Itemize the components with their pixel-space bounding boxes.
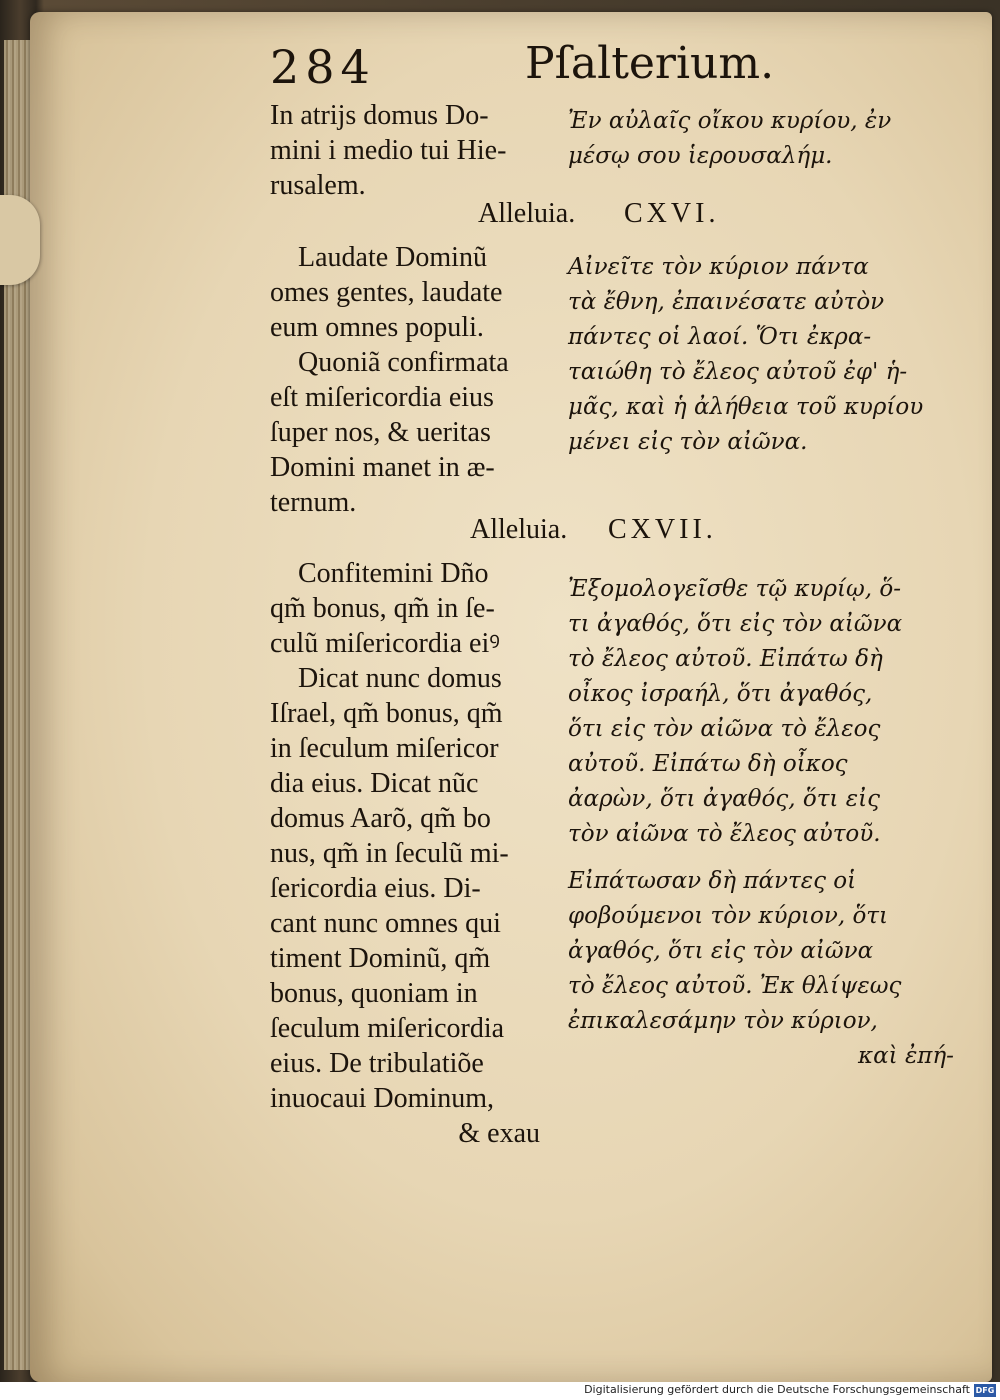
greek-line: τι ἀγαθός, ὅτι εἰς τὸν αἰῶνα	[568, 611, 903, 637]
latin-line: qm̃ bonus, qm̃ in ſe-	[270, 593, 495, 624]
latin-line: eius. De tribulatiõe	[270, 1048, 484, 1079]
greek-column-block1	[568, 104, 891, 174]
greek-line: μᾶς, καὶ ἡ ἀλήθεια τοῦ κυρίου	[568, 394, 924, 420]
greek-line: ἀγαθός, ὅτι εἰς τὸν αἰῶνα	[568, 938, 874, 964]
latin-column-block1	[270, 98, 506, 203]
latin-line: In atrijs domus Do-	[270, 100, 489, 131]
latin-catchword: & exau	[458, 1118, 540, 1149]
latin-line: ſeculum miſericordia	[270, 1013, 505, 1044]
greek-line: Εἰπάτωσαν δὴ πάντες οἱ	[568, 868, 857, 894]
latin-line: rusalem.	[270, 170, 366, 201]
greek-line: ταιώθη τὸ ἔλεος αὐτοῦ ἐφ' ἡ-	[568, 359, 908, 385]
greek-line: αὐτοῦ. Εἰπάτω δὴ οἶκος	[568, 751, 848, 777]
latin-line: timent Dominũ, qm̃	[270, 943, 491, 974]
psalm-heading-alleluia: Alleluia.	[470, 514, 568, 545]
latin-line: Iſrael, qm̃ bonus, qm̃	[270, 698, 503, 729]
latin-line: nus, qm̃ in ſeculũ mi-	[270, 838, 509, 869]
funding-credit: Digitalisierung gefördert durch die Deutsche Forschungsgemeinschaft	[584, 1383, 970, 1396]
page-number: 284	[270, 40, 376, 94]
greek-line: μένει εἰς τὸν αἰῶνα.	[568, 429, 808, 455]
latin-line: ſuper nos, & ueritas	[270, 417, 491, 448]
greek-column-block3	[568, 572, 954, 1074]
latin-line: eum omnes populi.	[270, 312, 484, 343]
latin-line: omes gentes, laudate	[270, 277, 503, 308]
latin-line: bonus, quoniam in	[270, 978, 478, 1009]
psalm-heading-alleluia: Alleluia.	[478, 198, 576, 229]
latin-line: Domini manet in æ-	[270, 452, 495, 483]
greek-line: Αἰνεῖτε τὸν κύριον πάντα	[568, 254, 869, 280]
greek-line: τὸν αἰῶνα τὸ ἔλεος αὐτοῦ.	[568, 821, 881, 847]
latin-line: Confitemini Dño	[298, 558, 489, 589]
latin-line: domus Aarõ, qm̃ bo	[270, 803, 491, 834]
latin-line: mini i medio tui Hie-	[270, 135, 507, 166]
greek-line: οἶκος ἰσραήλ, ὅτι ἀγαθός,	[568, 681, 873, 707]
greek-column-block2	[568, 250, 923, 460]
greek-line: τὸ ἔλεος αὐτοῦ. Ἐκ θλίψεως	[568, 973, 902, 999]
latin-line: ſericordia eius. Di-	[270, 873, 481, 904]
greek-line: ὅτι εἰς τὸν αἰῶνα τὸ ἔλεος	[568, 716, 881, 742]
page-tab	[0, 195, 40, 285]
running-title: Pſalterium.	[525, 38, 775, 89]
latin-line: Quoniã confirmata	[298, 347, 509, 378]
latin-line: Laudate Dominũ	[298, 242, 487, 273]
greek-line: τὰ ἔθνη, ἐπαινέσατε αὐτὸν	[568, 289, 885, 315]
digitization-footer	[0, 1382, 1000, 1400]
psalm-number: CXVII.	[608, 514, 717, 545]
latin-column-block3	[270, 556, 540, 1151]
greek-line: πάντες οἱ λαοί. Ὅτι ἐκρα-	[568, 324, 872, 350]
greek-line: τὸ ἔλεος αὐτοῦ. Εἰπάτω δὴ	[568, 646, 883, 672]
greek-catchword: καὶ ἐπή-	[858, 1043, 954, 1069]
greek-line: φοβούμενοι τὸν κύριον, ὅτι	[568, 903, 889, 929]
latin-column-block2	[270, 240, 509, 520]
latin-line: Dicat nunc domus	[298, 663, 502, 694]
greek-line: Ἐξομολογεῖσθε τῷ κυρίῳ, ὅ-	[568, 576, 902, 602]
greek-line: Ἐν αὐλαῖς οἴκου κυρίου, ἐν	[568, 108, 892, 134]
greek-line: μέσῳ σου ἱερουσαλήμ.	[568, 143, 833, 169]
greek-line: ἀαρὼν, ὅτι ἀγαθός, ὅτι εἰς	[568, 786, 880, 812]
latin-line: dia eius. Dicat nũc	[270, 768, 479, 799]
dfg-logo-icon: DFG	[975, 1386, 995, 1395]
latin-line: inuocaui Dominum,	[270, 1083, 494, 1114]
latin-line: in ſeculum miſericor	[270, 733, 499, 764]
latin-line: ternum.	[270, 487, 357, 518]
latin-line: cant nunc omnes qui	[270, 908, 501, 939]
latin-line: eſt miſericordia eius	[270, 382, 494, 413]
psalm-number: CXVI.	[624, 198, 720, 229]
greek-line: ἐπικαλεσάμην τὸν κύριον,	[568, 1008, 878, 1034]
latin-line: culũ miſericordia eiꝰ	[270, 628, 500, 659]
